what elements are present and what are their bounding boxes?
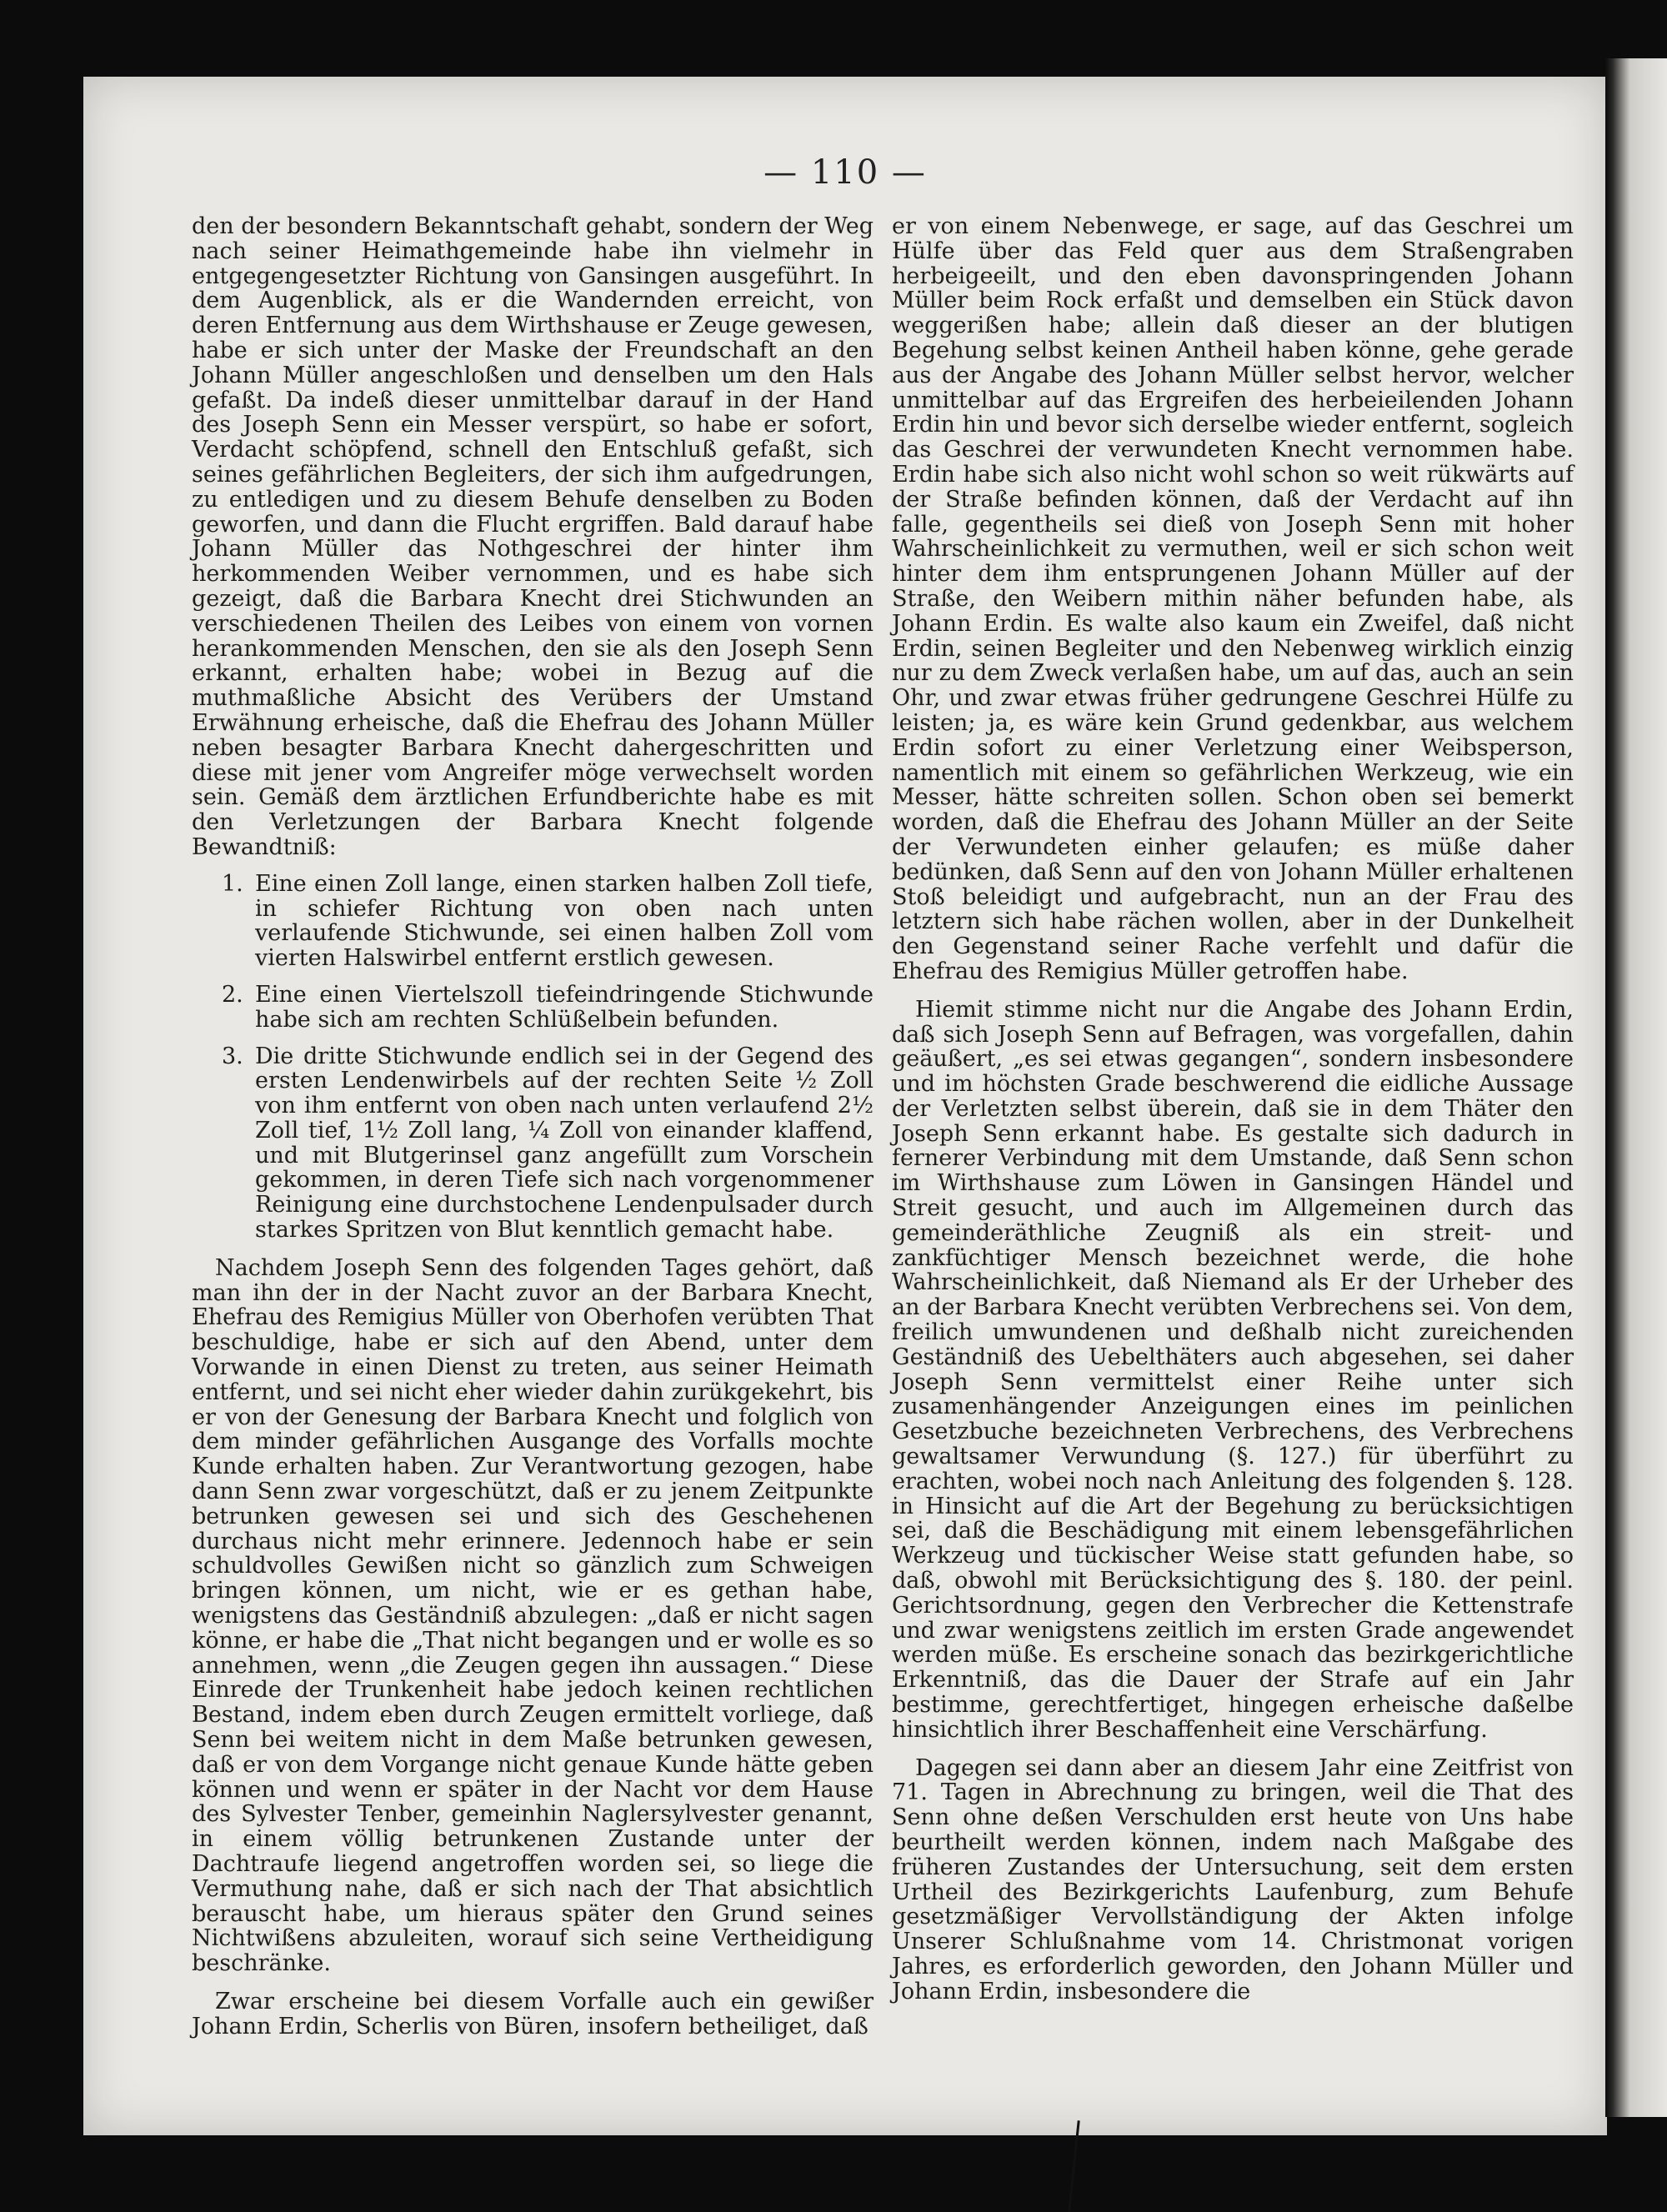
wound-list: [192, 872, 874, 1243]
list-item-number: 1.: [222, 870, 243, 897]
list-item-number: 2.: [222, 981, 243, 1008]
page-number: — 110 —: [763, 153, 927, 192]
list-item: [192, 872, 874, 971]
left-column: [192, 214, 874, 2039]
right-paragraph: Dagegen sei dann aber an diesem Jahr eine Zeitfrist von 71. Tagen in Abrechnung zu bringen, weil die That des Senn ohne deßen Verschulden erst heute von Uns habe beurtheilt werden können, indem nach Maßgabe des früheren Zustandes der Untersuchung, seit dem ersten Urtheil des Bezirkgerichts Laufenburg, zum Behufe gesetzmäßiger Vervollständigung der Akten infolge Unserer Schlußnahme vom 14. Christmonat vorigen Jahres, es erforderlich geworden, den Johann Müller und Johann Erdin, insbesondere die: [892, 1754, 1574, 2004]
page-tear-mark: [1068, 2120, 1079, 2212]
list-item-number: 3.: [222, 1043, 243, 1069]
list-item-text: Eine einen Zoll lange, einen starken halben Zoll tiefe, in schiefer Richtung von oben nach unten verlaufende Stichwunde, sei einen halben Zoll vom vierten Halswirbel entfernt erstlich gewesen.: [255, 870, 874, 972]
left-paragraph: Nachdem Joseph Senn des folgenden Tages gehört, daß man ihn der in der Nacht zuvor an der Barbara Knecht, Ehefrau des Remigius Müller von Oberhofen verübten That beschuldige, habe er sich auf den Abend, unter dem Vorwande in einen Dienst zu treten, aus seiner Heimath entfernt, und sei nicht eher wieder dahin zurükgekehrt, bis er von der Genesung der Barbara Knecht und folglich von dem minder gefährlichen Ausgange des Vorfalls mochte Kunde erhalten haben. Zur Verantwortung gezogen, habe dann Senn zwar vorgeschützt, daß er zu jenem Zeitpunkte betrunken gewesen sei und sich des Geschehenen durchaus nicht mehr erinnere. Jedennoch habe er sein schuldvolles Gewißen nicht so gänzlich zum Schweigen bringen können, um nicht, wie er es gethan habe, wenigstens das Geständniß abzulegen: „daß er nicht sagen könne, er habe die „That nicht begangen und er wolle es so annehmen, wenn „die Zeugen gegen ihn aussagen.“ Diese Einrede der Trunkenheit habe jedoch keinen rechtlichen Bestand, indem eben durch Zeugen ermittelt vorliege, daß Senn bei weitem nicht in dem Maße betrunken gewesen, daß er von dem Vorgange nicht genaue Kunde hätte geben können und wenn er später in der Nacht vor dem Hause des Sylvester Tenber, gemeinhin Naglersylvester genannt, in einem völlig betrunkenen Zustande unter der Dachtraufe liegend angetroffen worden sei, so liege die Vermuthung nahe, daß er sich nach der That absichtlich berauscht habe, um hieraus später den Grund seines Nichtwißens abzuleiten, worauf sich seine Vertheidigung beschränke.: [192, 1254, 874, 1977]
next-page-edge: [1605, 58, 1667, 2117]
right-paragraph: er von einem Nebenwege, er sage, auf das Geschrei um Hülfe über das Feld quer aus dem Straßengraben herbeigeeilt, und den eben davonspringenden Johann Müller beim Rock erfaßt und demselben ein Stück davon weggerißen habe; allein daß dieser an der blutigen Begehung selbst keinen Antheil haben könne, gehe gerade aus der Angabe des Johann Müller selbst hervor, welcher unmittelbar auf das Ergreifen des herbeieilenden Johann Erdin hin und bevor sich derselbe wieder entfernt, sogleich das Geschrei der verwundeten Knecht vernommen habe. Erdin habe sich also nicht wohl schon so weit rükwärts auf der Straße befinden können, daß der Verdacht auf ihn falle, gegentheils sei dieß von Joseph Senn mit hoher Wahrscheinlichkeit zu vermuthen, weil er sich schon weit hinter dem ihm entsprungenen Johann Müller auf der Straße, den Weibern mithin näher befunden habe, als Johann Erdin. Es walte also kaum ein Zweifel, daß nicht Erdin, seinen Begleiter und den Nebenweg wirklich einzig nur zu dem Zweck verlaßen habe, um auf das, auch an sein Ohr, und zwar etwas früher gedrungene Geschrei Hülfe zu leisten; ja, es wäre kein Grund gedenkbar, aus welchem Erdin sofort zu einer Verletzung einer Weibsperson, namentlich mit einem so gefährlichen Werkzeug, wie ein Messer, hätte schreiten sollen. Schon oben sei bemerkt worden, daß die Ehefrau des Johann Müller an der Seite der Verwundeten einher gelaufen; es müße daher bedünken, daß Senn auf den von Johann Müller erhaltenen Stoß beleidigt und aufgebracht, nun an der Frau des letztern sich habe rächen wollen, aber in der Dunkelheit den Gegenstand seiner Rache verfehlt und dafür die Ehefrau des Remigius Müller getroffen habe.: [892, 213, 1574, 984]
book-page: [83, 77, 1607, 2135]
list-item: [192, 1044, 874, 1243]
list-item-text: Die dritte Stichwunde endlich sei in der Gegend des ersten Lendenwirbels auf der rechten Seite ½ Zoll von ihm entfernt von oben nach unten verlaufend 2½ Zoll tief, 1½ Zoll lang, ¼ Zoll von einander klaffend, und mit Blutgerinsel ganz angefüllt zum Vorschein gekommen, in deren Tiefe sich nach vorgenommener Reinigung eine durchstochene Lendenpulsader durch starkes Spritzen von Blut kenntlich gemacht habe.: [255, 1043, 874, 1244]
list-item: [192, 983, 874, 1033]
left-paragraph: Zwar erscheine bei diesem Vorfalle auch ein gewißer Johann Erdin, Scherlis von Büren, insofern betheiliget, daß: [192, 1988, 874, 2039]
right-column: [892, 214, 1574, 2004]
right-paragraph: Hiemit stimme nicht nur die Angabe des Johann Erdin, daß sich Joseph Senn auf Befragen, was vorgefallen, dahin geäußert, „es sei etwas gegangen“, sondern insbesondere und im höchsten Grade beschwerend die eidliche Aussage der Verletzten selbst überein, daß sie in dem Thäter den Joseph Senn erkannt habe. Es gestalte sich dadurch in fernerer Verbindung mit dem Umstande, daß Senn schon im Wirthshause zum Löwen in Gansingen Händel und Streit gesucht, und auch im Allgemeinen durch das gemeinderäthliche Zeugniß als ein streit- und zankfüchtiger Mensch bezeichnet werde, die hohe Wahrscheinlichkeit, daß Niemand als Er der Urheber des an der Barbara Knecht verübten Verbrechens sei. Von dem, freilich umwundenen und deßhalb nicht zureichenden Geständniß des Uebelthäters auch abgesehen, sei daher Joseph Senn vermittelst einer Reihe unter sich zusamenhängender Anzeigungen eines im peinlichen Gesetzbuche bezeichneten Verbrechens, des Verbrechens gewaltsamer Verwundung (§. 127.) für überführt zu erachten, wobei noch nach Anleitung des folgenden §. 128. in Hinsicht auf die Art der Begehung zu berücksichtigen sei, daß die Beschädigung mit einem lebensgefährlichen Werkzeug und tückischer Weise statt gefunden habe, so daß, obwohl mit Berücksichtigung des §. 180. der peinl. Gerichtsordnung, gegen den Verbrecher die Kettenstrafe und zwar wenigstens zeitlich im ersten Grade angewendet werden müße. Es erscheine sonach das bezirkgerichtliche Erkenntniß, das die Dauer der Strafe auf ein Jahr bestimme, gerechtfertiget, hingegen erheische daßelbe hinsichtlich ihrer Beschaffenheit eine Verschärfung.: [892, 996, 1574, 1743]
list-item-text: Eine einen Viertelszoll tiefeindringende Stichwunde habe sich am rechten Schlüßelbein befunden.: [255, 981, 874, 1033]
left-paragraph: den der besondern Bekanntschaft gehabt, sondern der Weg nach seiner Heimathgemeinde habe ihn vielmehr in entgegengesetzter Richtung von Gansingen ausgeführt. In dem Augenblick, als er die Wandernden erreicht, von deren Entfernung aus dem Wirthshause er Zeuge gewesen, habe er sich unter der Maske der Freundschaft an den Johann Müller angeschloßen und denselben um den Hals gefaßt. Da indeß dieser unmittelbar darauf in der Hand des Joseph Senn ein Messer verspürt, so habe er sofort, Verdacht schöpfend, schnell den Entschluß gefaßt, sich seines gefährlichen Begleiters, der sich ihm aufgedrungen, zu entledigen und zu diesem Behufe denselben zu Boden geworfen, und dann die Flucht ergriffen. Bald darauf habe Johann Müller das Nothgeschrei der hinter ihm herkommenden Weiber vernommen, und es habe sich gezeigt, daß die Barbara Knecht drei Stichwunden an verschiedenen Theilen des Leibes von einem von vornen herankommenden Menschen, den sie als den Joseph Senn erkannt, erhalten habe; wobei in Bezug auf die muthmaßliche Absicht des Verübers der Umstand Erwähnung erheische, daß die Ehefrau des Johann Müller neben besagter Barbara Knecht dahergeschritten und diese mit jener vom Angreifer möge verwechselt worden sein. Gemäß dem ärztlichen Erfundberichte habe es mit den Verletzungen der Barbara Knecht folgende Bewandtniß:: [192, 213, 874, 860]
